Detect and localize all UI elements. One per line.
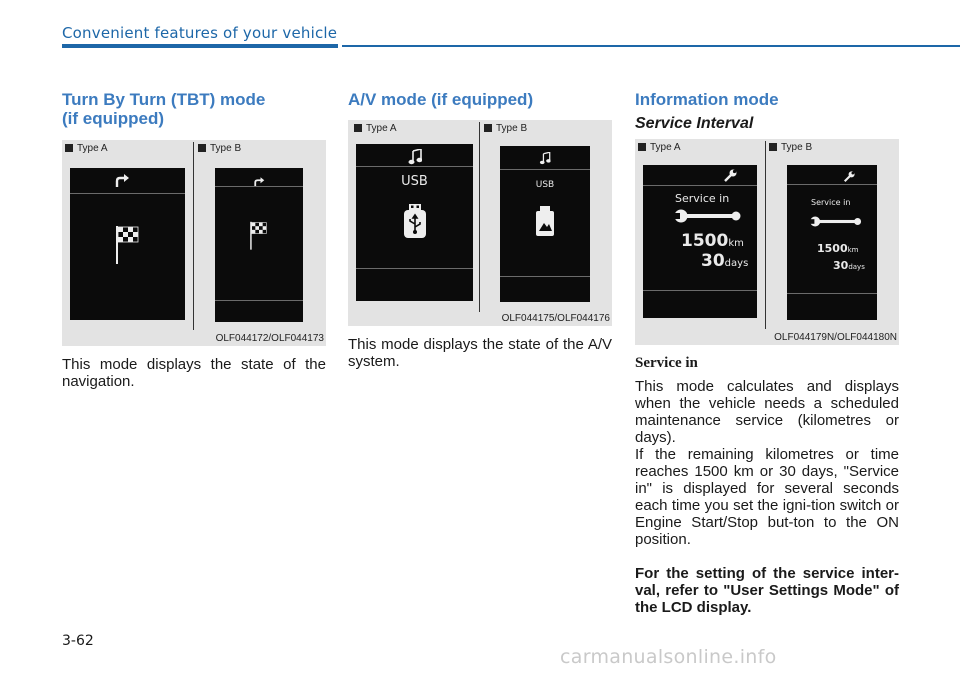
service-in-para1: This mode calculates and displays when the vehicle needs a scheduled maintenance service (kilometres or days). [635, 378, 899, 446]
turn-right-arrow-icon [253, 175, 265, 193]
tbt-section [62, 90, 326, 390]
service-figure-code: OLF044179N/OLF044180N [774, 332, 897, 343]
av-section [348, 90, 612, 370]
av-type-a-label: Type A [354, 123, 397, 134]
checkered-flag-icon [113, 223, 143, 270]
tbt-title [62, 90, 326, 128]
tbt-figure-code: OLF044172/OLF044173 [215, 333, 324, 344]
service-screen-a [643, 165, 757, 318]
info-type-b-label: Type B [769, 142, 812, 153]
service-screen-b [787, 165, 877, 320]
service-in-heading: Service in [635, 355, 698, 371]
service-screen-b-heading: Service in [811, 198, 851, 207]
tbt-title-line1: Turn By Turn (TBT) mode [62, 90, 266, 109]
av-figure [348, 120, 612, 326]
info-type-a-label: Type A [638, 142, 681, 153]
bullet-square-icon [484, 124, 492, 132]
service-screen-a-days: 30days [701, 251, 749, 271]
page-number: 3-62 [62, 633, 94, 649]
av-type-b-label: Type B [484, 123, 527, 134]
service-figure [635, 139, 899, 345]
watermark: carmanualsonline.info [560, 646, 777, 668]
wrench-large-icon [809, 214, 863, 232]
wrench-large-icon [673, 209, 743, 228]
header-rule-thin [342, 45, 960, 47]
info-section [635, 90, 899, 616]
music-note-icon [540, 152, 551, 170]
av-figure-code: OLF044175/OLF044176 [501, 313, 610, 324]
service-in-note: For the setting of the service inter-val, refer to "User Settings Mode" of the LCD display. [635, 565, 899, 616]
tbt-type-b-label: Type B [198, 143, 241, 154]
tbt-figure [62, 140, 326, 346]
bullet-square-icon [354, 124, 362, 132]
av-screen-a-source: USB [401, 174, 428, 189]
checkered-flag-icon [248, 218, 270, 257]
service-interval-title: Service Interval [635, 115, 754, 132]
header-rule-bold [62, 44, 338, 48]
service-screen-a-heading: Service in [675, 192, 730, 205]
av-screen-a [356, 144, 473, 301]
figure-divider [479, 122, 480, 312]
service-in-para2: If the remaining kilometres or time reaches 1500 km or 30 days, "Service in" is displayed for several seconds each time you set the igni-tion switch or Engine Start/Stop but-ton to the ON position. [635, 446, 899, 548]
bullet-square-icon [769, 143, 777, 151]
av-screen-b-source: USB [535, 180, 555, 190]
bullet-square-icon [198, 144, 206, 152]
bullet-square-icon [65, 144, 73, 152]
usb-icon [402, 204, 428, 243]
header-title: Convenient features of your vehicle [62, 24, 338, 42]
tbt-type-a-label: Type A [65, 143, 108, 154]
tbt-title-line2: (if equipped) [62, 109, 164, 128]
service-screen-b-days: 30days [833, 259, 865, 272]
tbt-description: This mode displays the state of the navigation. [62, 356, 326, 390]
av-screen-b [500, 146, 590, 302]
figure-divider [193, 142, 194, 330]
wrench-icon [843, 170, 855, 188]
bullet-square-icon [638, 143, 646, 151]
info-title: Information mode [635, 90, 779, 109]
service-screen-a-distance: 1500km [681, 231, 744, 251]
turn-right-arrow-icon [114, 174, 130, 193]
service-screen-b-distance: 1500km [817, 242, 859, 255]
tbt-screen-b [215, 168, 303, 322]
usb-storage-icon [535, 206, 555, 241]
av-description: This mode displays the state of the A/V system. [348, 336, 612, 370]
figure-divider [765, 141, 766, 329]
tbt-screen-a [70, 168, 185, 320]
av-title: A/V mode (if equipped) [348, 90, 534, 109]
